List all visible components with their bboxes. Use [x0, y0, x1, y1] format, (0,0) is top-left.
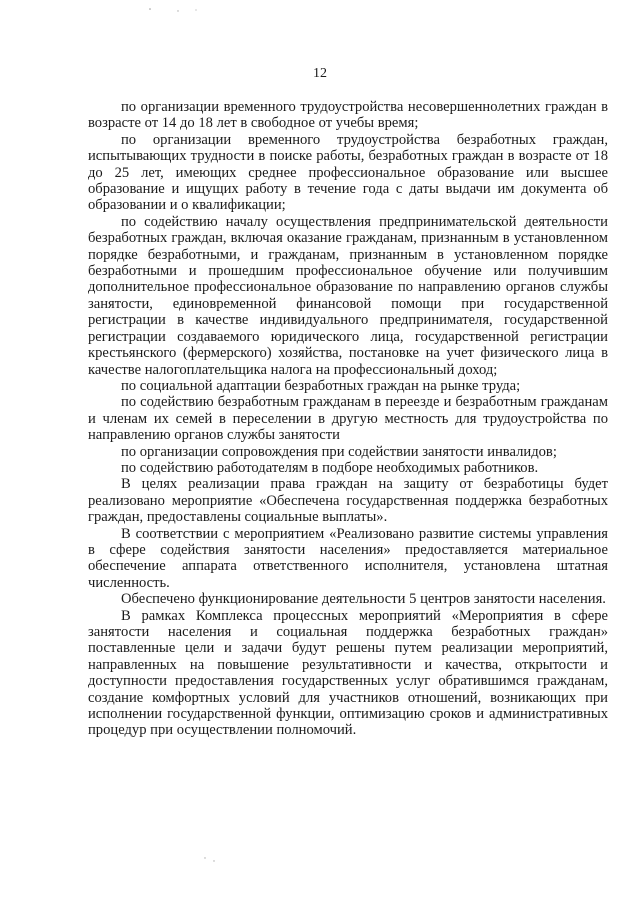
paragraph-disabled-employment-support: по организации сопровождения при содействии занятости инвалидов; [121, 443, 557, 460]
paragraph-social-adaptation: по социальной адаптации безработных граждан на рынке труда; [121, 377, 521, 394]
document-body [88, 99, 608, 739]
paragraph-temporary-employment-minors: по организации временного трудоустройства несовершеннолетних граждан в возрасте от 14 до 18 лет в свободное от учебы время; [88, 99, 608, 132]
paragraph-employment-centers: Обеспечено функционирование деятельности 5 центров занятости населения. [121, 591, 606, 608]
paragraph-employer-assistance: по содействию работодателям в подборе необходимых работников. [121, 459, 539, 476]
paragraph-management-system: В соответствии с мероприятием «Реализовано развитие системы управления в сфере содействия занятости населения» предоставляется материальное обеспечение аппарата ответственного исполнителя, установлена штатная численность. [88, 525, 608, 591]
page-number: 12 [313, 66, 327, 81]
paragraph-process-measures-complex: В рамках Комплекса процессных мероприятий «Мероприятия в сфере занятости населения и социальная поддержка безработных граждан» поставленные цели и задачи будут решены путем реализации мероприятий, направленных на повышение результативности и качества, открытости и доступности предоставления государственных услуг обратившимся гражданам, создание комфортных условий для участников отношений, возникающих при исполнении государственной функции, оптимизацию сроков и административных процедур при осуществлении полномочий. [88, 607, 608, 739]
paragraph-relocation-assistance: по содействию безработным гражданам в переезде и безработным гражданам и членам их семей в переселении в другую местность для трудоустройства по направлению органов службы занятости [88, 394, 608, 444]
paragraph-entrepreneurship-support: по содействию началу осуществления предпринимательской деятельности безработных граждан, включая оказание гражданам, признанным в установленном порядке безработными, и гражданам, признанным в установленном порядке безработными и прошедшим профессиональное обучение или получившим дополнительное профессиональное образование по направлению органов службы занятости, единовременной финансовой помощи при государственной регистрации в качестве индивидуального предпринимателя, государственной регистрации создаваемого юридического лица, государственной регистрации крестьянского (фермерского) хозяйства, постановке на учет физического лица в качестве налогоплательщика налога на профессиональный доход; [88, 213, 608, 378]
paragraph-temporary-employment-unemployed: по организации временного трудоустройства безработных граждан, испытывающих трудности в поиске работы, безработных граждан в возрасте от 18 до 25 лет, имеющих среднее профессиональное образование или высшее образование и ищущих работу в течение года с даты выдачи им документа об образовании и о квалификации; [88, 131, 608, 214]
paragraph-unemployment-protection: В целях реализации права граждан на защиту от безработицы будет реализовано мероприятие «Обеспечена государственная поддержка безработных граждан, предоставлены социальные выплаты». [88, 476, 608, 526]
